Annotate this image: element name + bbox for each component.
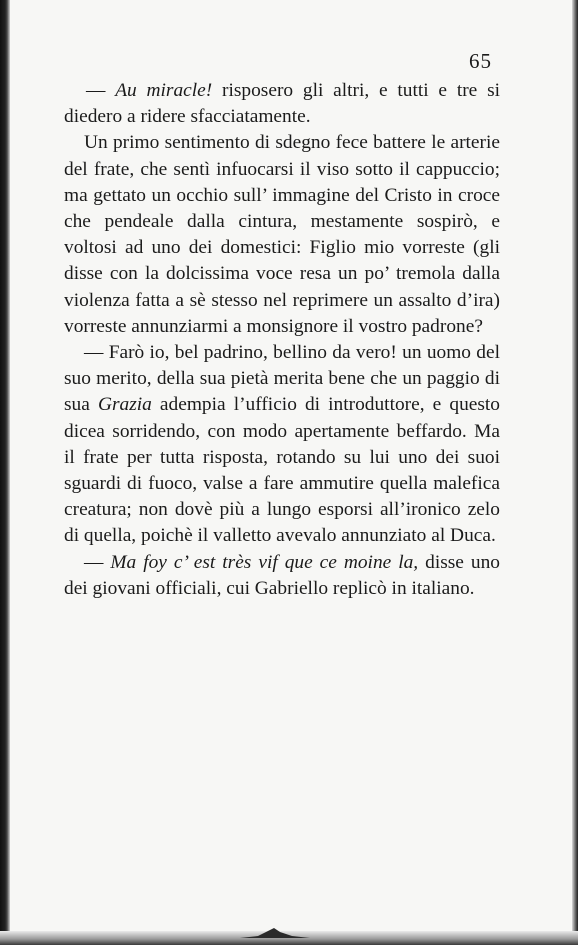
binding-mark — [240, 927, 310, 939]
text-run: Un primo sentimento di sdegno fece battere le arterie del frate, che sentì infuocarsi il viso sotto il cappuccio; ma gettato un occhio sull’ immagine del Cristo in croce che pendeale dalla cintura, mestamente sospirò, e voltosi ad uno dei domestici: Figlio mio vorreste (gli disse con la dolcissima voce resa un po’ tremola dalla violenza fatta a sè stesso nel reprimere un assalto d’ira) vorreste annunziarmi a monsignore il vostro padrone? — [64, 132, 500, 337]
paragraph — [64, 340, 500, 550]
text-run: disse uno dei giovani officiali, cui Gabriello replicò in italiano. — [64, 551, 500, 599]
text-run: adempia l’ufficio di introduttore, e questo dicea sorridendo, con modo apertamente beffardo. Ma il frate per tutta risposta, rotando su lui uno dei suoi sguardi di fuoco, valse a fare ammutire quella malefica creatura; non dovè più a lungo esporsi all’ironico zelo di quella, poichè il valletto avevalo annunziato al Duca. — [64, 394, 500, 547]
page-left-edge — [0, 0, 10, 945]
italic-text: Grazia — [97, 394, 152, 416]
paragraph — [64, 550, 500, 602]
paragraph — [64, 78, 500, 130]
body-text — [64, 78, 500, 602]
paragraph — [64, 130, 500, 340]
italic-text: Ma foy c’ est très vif que ce moine la, — [110, 551, 419, 573]
text-run: — — [84, 551, 111, 573]
page-right-edge — [572, 0, 578, 945]
text-run: — Farò io, bel padrino, bellino da vero! un uomo del suo merito, della sua pietà merita bene che un paggio di sua — [64, 342, 500, 416]
italic-text: Au miracle! — [115, 80, 213, 101]
page-number: 65 — [469, 49, 492, 73]
text-run: risposero gli altri, e tutti e tre si diedero a ridere sfacciatamente. — [64, 80, 500, 128]
text-run: — — [86, 80, 116, 101]
